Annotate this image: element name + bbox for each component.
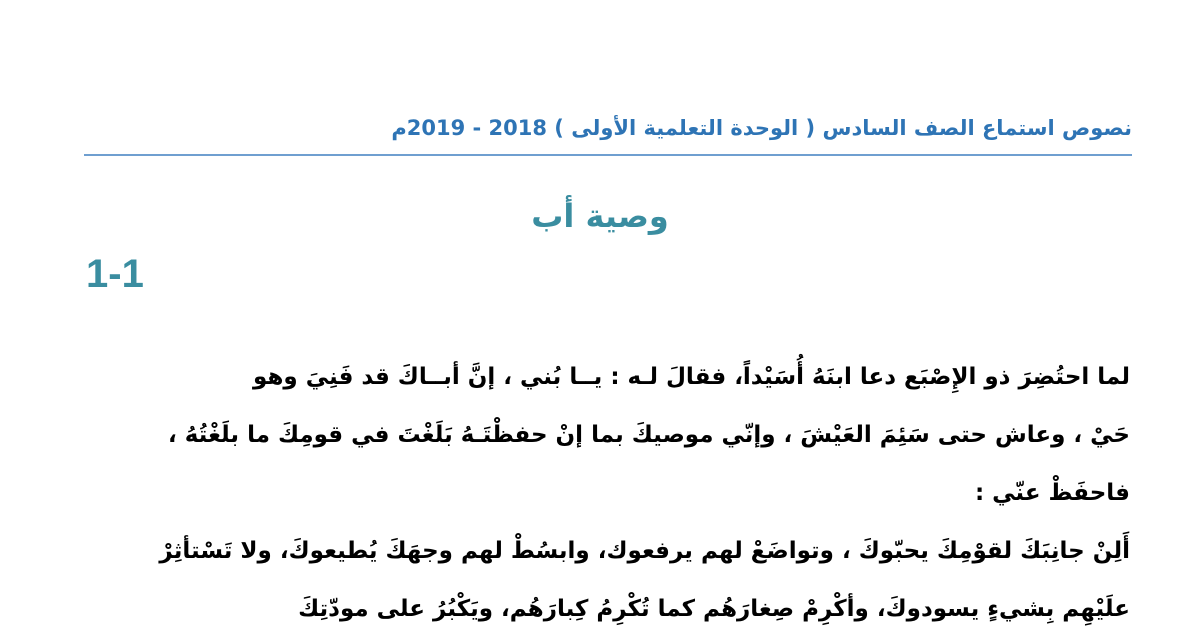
paragraph-line: حَيْ ، وعاش حتى سَئِمَ العَيْشَ ، وإنّي موصيكَ بما إنْ حفظْتَـهُ بَلَغْتَ في قومِكَ ما بلَغْتُهُ ، bbox=[167, 422, 1130, 448]
document-header: نصوص استماع الصف السادس ( الوحدة التعلمية الأولى ) 2018 - 2019م bbox=[84, 110, 1132, 156]
paragraph-line: لما احتُضِرَ ذو الإِصْبَع دعا ابنَهُ أُسَيْداً، فقالَ لـه : يــا بُني ، إنَّ أبــاكَ قد فَنِيَ وهو bbox=[253, 364, 1130, 390]
section-number: 1-1 bbox=[86, 252, 144, 296]
paragraph-line: علَيْهِم بِشيءٍ يسودوكَ، وأكْرِمْ صِغارَهُم كما تُكْرِمُ كِبارَهُم، ويَكْبُرُ على مودّتِكَ bbox=[298, 596, 1130, 622]
body-text bbox=[70, 348, 1130, 630]
paragraph-line: فاحفَظْ عنّي : bbox=[974, 480, 1130, 506]
document-title: وصية أب bbox=[531, 197, 669, 235]
paragraph-line: أَلِنْ جانِبَكَ لقوْمِكَ يحبّوكَ ، وتواضَعْ لهم يرفعوك، وابسُطْ لهم وجهَكَ يُطيعوكَ، ولا تَسْتأثِرْ bbox=[159, 538, 1130, 564]
